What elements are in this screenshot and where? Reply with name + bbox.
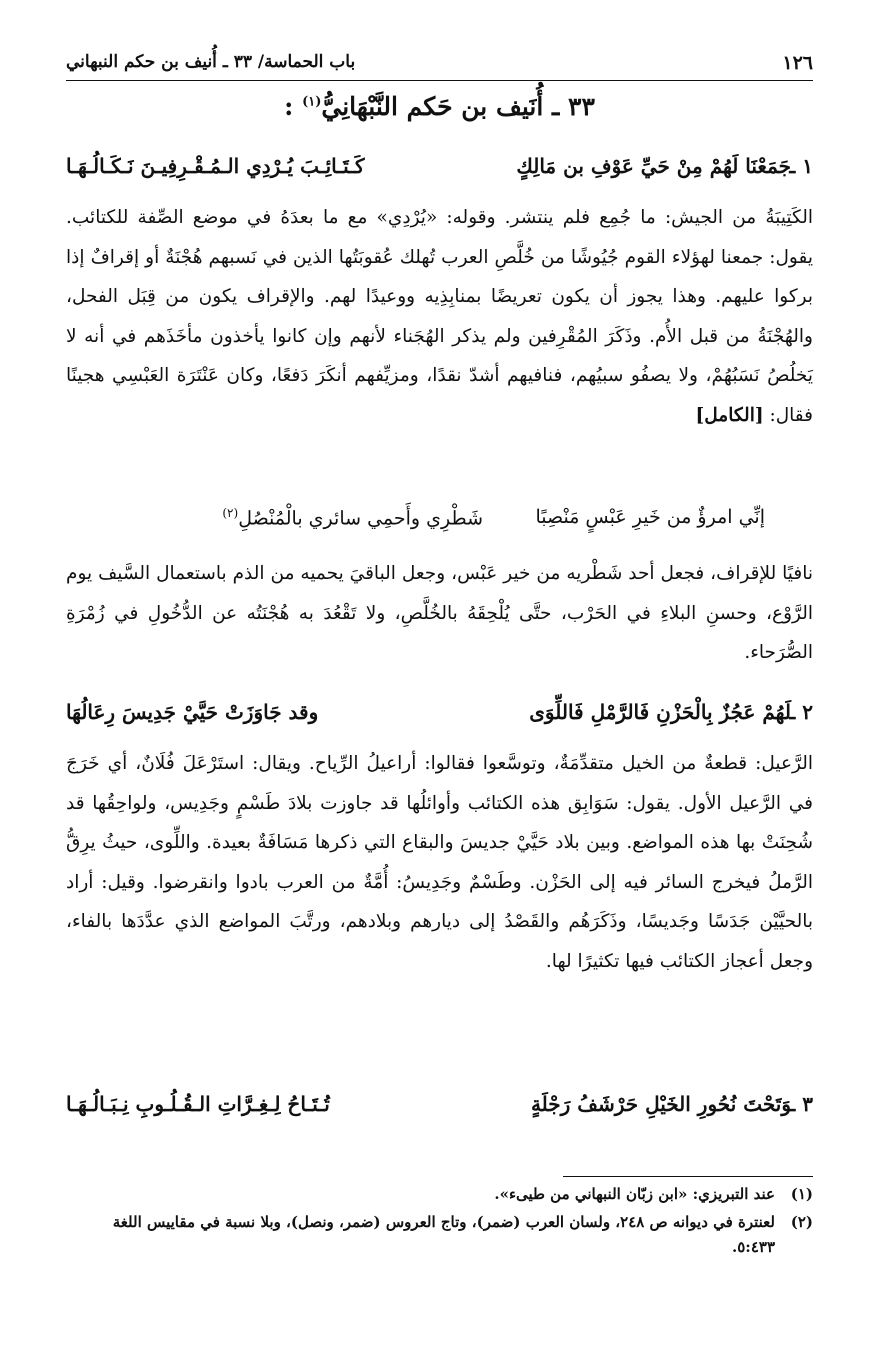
title-suffix: : (284, 92, 294, 121)
running-title: باب الحماسة/ ٣٣ ـ أُنيف بن حكم النبهاني (66, 52, 356, 72)
verse-hemistich-first: وَتَحْتَ نُحُورِ الخَيْلِ حَرْشَفُ رَجْلَةٍ (530, 1092, 791, 1116)
verse-3 (66, 1086, 813, 1126)
commentary-paragraph-2 (66, 554, 813, 673)
title-footnote-ref[interactable]: (١) (302, 94, 322, 110)
meter-label: [الكامل] (695, 404, 764, 426)
quote-hemistich-second (222, 506, 483, 529)
footnote-text: عند التبريزي: «ابن زبّان النبهاني من طيىء». (494, 1185, 775, 1203)
verse-hemistich-second: وقد جَاوَزَتْ حَيَّيْ جَدِيسَ رِعَالُهَا (66, 700, 319, 724)
quote-footnote-ref[interactable]: (٢) (222, 506, 239, 520)
footnote-1 (66, 1182, 813, 1207)
quote-hemistich-second-text: شَطْرِي وأَحمِي سائري بالْمُنْصُلِ (238, 507, 483, 530)
verse-1 (66, 148, 813, 188)
verse-number: ٢ ـ (789, 700, 813, 724)
footnote-mark: (١) (790, 1185, 813, 1203)
commentary-text: الرَّعيل: قطعةٌ من الخيل متقدِّمَةٌ، وتوسَّعوا فقالوا: أراعيلُ الرِّياح. ويقال: استَرْعَلَ فُلَانٌ، أي خَرَجَ في الرَّعيل الأول. يقول: سَوَابِق هذه الكتائب وأوائلُها قد جاوزت بلادَ طَسْمٍ وجَدِيس، ولواحِقُها قد شُحِنَتْ بها هذه المواضع. وبين بلاد حَيَّيْ جديسَ والبقاع التي ذكرها مَسَافَةٌ بعيدة. واللِّوى، حيثُ يرِقُّ الرَّملُ فيخرج السائر فيه إلى الحَزْن. وطَسْمٌ وجَدِيسُ: أُمَّةٌ من العرب بادوا وانقرضوا. وقيل: أراد بالحيَّيْن جَدَسًا وجَديسًا، وذَكَرَهُم والقَصْدُ إلى ديارهم وبلادهم، ورتَّبَ المواضع الذي عدَّدَها بالفاء، وجعل أعجاز الكتائب فيها تكثيرًا لها. (66, 753, 813, 972)
quoted-verse (66, 502, 813, 542)
commentary-text: نافيًا للإقراف، فجعل أحد شَطْريه من خير عَبْس، وجعل الباقيَ يحميه من الذم باستعمال السَّيف يوم الرَّوْع، وحسنِ البلاءِ في الحَرْب، حتَّى يُلْحِقَهُ بالخُلَّصِ، ولا تَقْعُدَ به هُجْنَتُه عن الدُّخُولِ في زُمْرَةِ الصُّرَحاء. (66, 563, 813, 663)
section-title (66, 92, 813, 121)
footnote-divider (563, 1176, 813, 1177)
verse-hemistich-first: لَهُمْ عَجُزٌ بِالْحَزْنِ فَالرَّمْلِ فَاللِّوَى (529, 700, 791, 724)
verse-number: ٣ ـ (789, 1092, 813, 1116)
verse-hemistich-first: جَمَعْنَا لَهُمْ مِنْ حَيِّ عَوْفِ بن مَالِكٍ (516, 154, 791, 178)
footnote-text: لعنترة في ديوانه ص ٢٤٨، ولسان العرب (ضمر)، وتاج العروس (ضمر، ونصل)، وبلا نسبة في مقاييس اللغة ٥:٤٣٣. (112, 1213, 775, 1256)
page-header (66, 46, 813, 81)
title-text: ٣٣ ـ أُنَيف بن حَكم النَّبْهَانِيُّ (321, 92, 595, 121)
footnote-2 (66, 1210, 813, 1260)
commentary-paragraph-3 (66, 744, 813, 981)
verse-2 (66, 694, 813, 734)
verse-number: ١ ـ (789, 154, 813, 178)
commentary-paragraph-1 (66, 198, 813, 435)
verse-hemistich-second: تُـتَـاحُ لِـغِـرَّاتِ الـقُـلُـوبِ نِـبَـالُـهَـا (66, 1092, 330, 1116)
commentary-text: الكَتِيبَةُ من الجيش: ما جُمِع فلم ينتشر. وقوله: «يُرْدِي» مع ما بعدَهُ في موضع الصِّفة للكتائب. يقول: جمعنا لهؤلاء القوم جُيُوشًا من خُلَّصِ العرب تُهلك عُقوبَتُها الذين في نَسبهم هُجْنَةٌ أو إقرافٌ إذا بركوا عليهم. وهذا يجوز أن يكون تعريضًا بمنابِذِيه ووعيدًا لهم. والإقراف يكون من قِبَل الفحل، والهُجْنَةُ من قبل الأُم. وذَكَرَ المُقْرِفين ولم يذكر الهُجَناء لأنهم وإن كانوا يأخذون مأخَذَهم في أنه لا يَخلُصُ نَسَبُهُمْ، ولا يصفُو سبيُهم، فنافيهم أشدّ نقدًا، ومزيِّفهم أنكَرَ دَفعًا، وكان عَنْتَرَة العَبْسِي هجينًا فقال: (66, 207, 814, 426)
quote-hemistich-first: إنِّي امرؤٌ من خَيرِ عَبْسٍ مَنْصِبًا (535, 506, 765, 528)
footnote-mark: (٢) (790, 1213, 813, 1231)
page-number: ١٢٦ (782, 52, 813, 74)
verse-hemistich-second: كَـتَـائِـبَ يُـرْدِي الـمُـقْـرِفِيـنَ نَـكَـالُـهَـا (66, 154, 365, 178)
